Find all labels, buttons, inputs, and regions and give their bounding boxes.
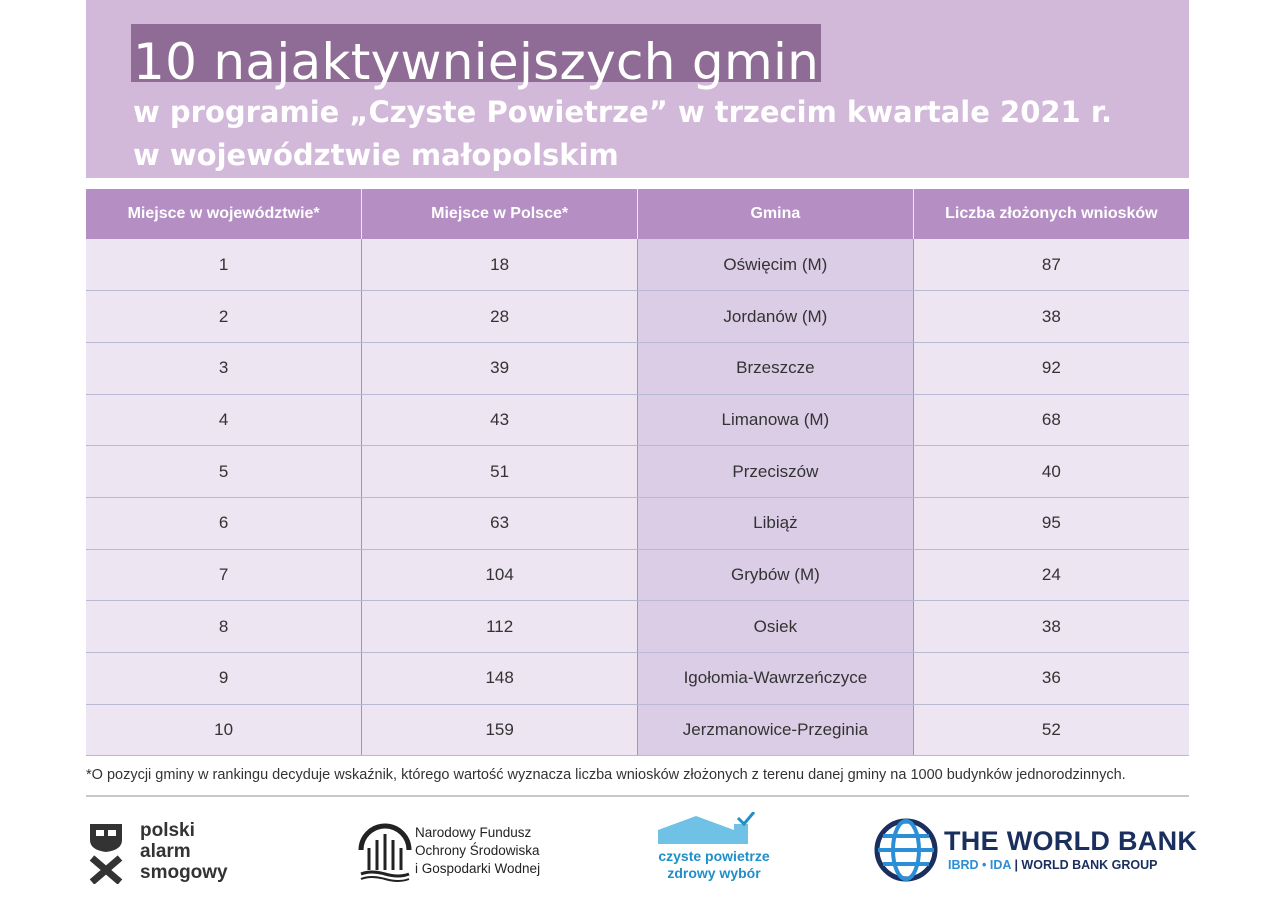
house-roof-icon	[656, 812, 772, 846]
table-row	[86, 394, 1189, 446]
footer-divider	[86, 795, 1189, 797]
nfosigw-line-1: Narodowy Fundusz	[415, 825, 532, 840]
cell-poland-rank: 63	[362, 497, 638, 549]
cell-applications: 38	[913, 601, 1189, 653]
cell-applications: 36	[913, 653, 1189, 705]
cell-gmina: Brzeszcze	[638, 342, 914, 394]
subtitle-line-2: w województwie małopolskim	[133, 138, 619, 172]
cell-poland-rank: 43	[362, 394, 638, 446]
cp-line-2: zdrowy wybór	[667, 865, 761, 881]
world-bank-separator: |	[1014, 858, 1022, 872]
cell-poland-rank: 112	[362, 601, 638, 653]
cell-gmina: Przeciszów	[638, 446, 914, 498]
cell-applications: 52	[913, 704, 1189, 756]
cell-applications: 92	[913, 342, 1189, 394]
world-bank-ibrd-ida: IBRD • IDA	[948, 858, 1011, 872]
table-header-row	[86, 189, 1189, 239]
globe-icon	[874, 818, 938, 882]
cell-voivodeship-rank: 1	[86, 239, 362, 291]
world-bank-subtitle	[948, 858, 1158, 872]
cell-voivodeship-rank: 2	[86, 291, 362, 343]
cell-gmina: Jerzmanowice-Przeginia	[638, 704, 914, 756]
table-row	[86, 497, 1189, 549]
page-title: 10 najaktywniejszych gmin	[133, 33, 820, 91]
nfosigw-line-3: i Gospodarki Wodnej	[415, 861, 541, 876]
cp-logo-text	[656, 848, 772, 882]
logo-czyste-powietrze	[656, 812, 772, 888]
logo-polski-alarm-smogowy	[86, 820, 256, 886]
ranking-table	[86, 189, 1189, 756]
cell-applications: 24	[913, 549, 1189, 601]
table-row	[86, 446, 1189, 498]
nfosigw-line-2: Ochrony Środowiska	[415, 843, 540, 858]
cell-voivodeship-rank: 6	[86, 497, 362, 549]
column-header-applications: Liczba złożonych wniosków	[913, 189, 1189, 239]
cell-applications: 38	[913, 291, 1189, 343]
cell-poland-rank: 39	[362, 342, 638, 394]
table-row	[86, 601, 1189, 653]
cell-voivodeship-rank: 8	[86, 601, 362, 653]
cell-voivodeship-rank: 5	[86, 446, 362, 498]
footnote: *O pozycji gminy w rankingu decyduje wskaźnik, którego wartość wyznacza liczba wniosków złożonych z terenu danej gminy na 1000 budynków jednorodzinnych.	[86, 767, 1126, 783]
cell-poland-rank: 159	[362, 704, 638, 756]
table-row	[86, 342, 1189, 394]
cell-voivodeship-rank: 4	[86, 394, 362, 446]
cell-voivodeship-rank: 9	[86, 653, 362, 705]
table-row	[86, 291, 1189, 343]
cell-applications: 87	[913, 239, 1189, 291]
table-row	[86, 704, 1189, 756]
logo-nfosigw	[357, 820, 557, 886]
subtitle-line-1: w programie „Czyste Powietrze” w trzecim kwartale 2021 r.	[133, 95, 1113, 129]
cell-gmina: Igołomia-Wawrzeńczyce	[638, 653, 914, 705]
gas-mask-icon	[86, 820, 126, 884]
pas-logo-text	[140, 820, 228, 883]
table-row	[86, 653, 1189, 705]
column-header-poland-rank: Miejsce w Polsce*	[362, 189, 638, 239]
cell-voivodeship-rank: 3	[86, 342, 362, 394]
cell-poland-rank: 51	[362, 446, 638, 498]
cell-gmina: Oświęcim (M)	[638, 239, 914, 291]
cell-poland-rank: 18	[362, 239, 638, 291]
cell-poland-rank: 104	[362, 549, 638, 601]
cell-poland-rank: 28	[362, 291, 638, 343]
column-header-voivodeship-rank: Miejsce w województwie*	[86, 189, 362, 239]
world-bank-group: WORLD BANK GROUP	[1021, 858, 1158, 872]
cell-gmina: Libiąż	[638, 497, 914, 549]
nfosigw-emblem-icon	[357, 820, 413, 882]
cell-gmina: Osiek	[638, 601, 914, 653]
logo-world-bank	[874, 818, 1198, 886]
column-header-gmina: Gmina	[638, 189, 914, 239]
cell-voivodeship-rank: 7	[86, 549, 362, 601]
cp-line-1: czyste powietrze	[658, 848, 770, 864]
pas-line-3: smogowy	[140, 862, 228, 883]
cell-gmina: Limanowa (M)	[638, 394, 914, 446]
cell-gmina: Jordanów (M)	[638, 291, 914, 343]
world-bank-title: THE WORLD BANK	[944, 826, 1198, 856]
cell-applications: 68	[913, 394, 1189, 446]
table-row	[86, 239, 1189, 291]
table-row	[86, 549, 1189, 601]
cell-poland-rank: 148	[362, 653, 638, 705]
nfosigw-logo-text	[415, 824, 540, 878]
cell-applications: 40	[913, 446, 1189, 498]
cell-applications: 95	[913, 497, 1189, 549]
pas-line-1: polski	[140, 820, 195, 841]
pas-line-2: alarm	[140, 841, 191, 862]
cell-voivodeship-rank: 10	[86, 704, 362, 756]
cell-gmina: Grybów (M)	[638, 549, 914, 601]
